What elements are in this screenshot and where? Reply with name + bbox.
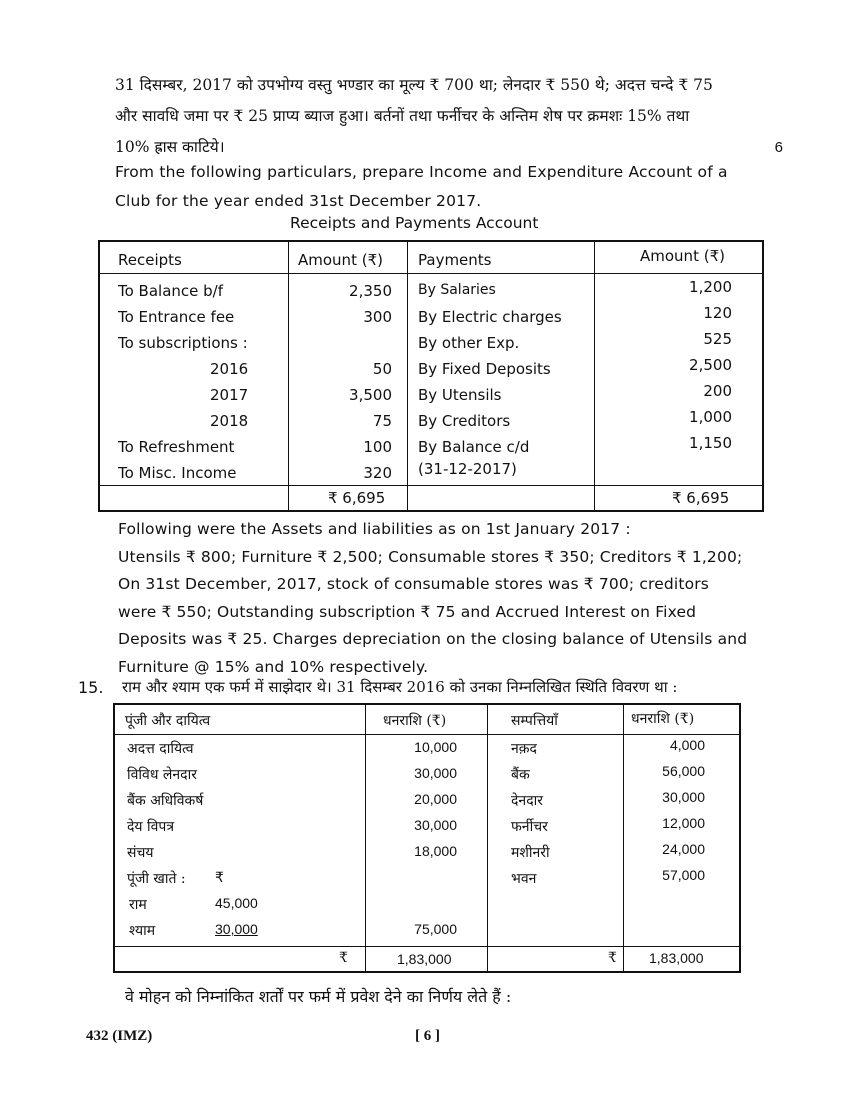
receipt-amount: 300: [363, 308, 392, 326]
asset-label: देनदार: [511, 793, 543, 809]
english-line: were ₹ 550; Outstanding subscription ₹ 75 and Accrued Interest on Fixed: [118, 602, 697, 621]
asset-amount: 12,000: [662, 815, 705, 831]
liability-label: अदत्त दायित्व: [127, 741, 194, 757]
table-row: [100, 460, 762, 490]
header-amount: धनराशि (₹): [631, 711, 695, 727]
rp-account-title: Receipts and Payments Account: [290, 214, 539, 232]
payment-amount: 1,150: [689, 434, 732, 452]
asset-label: भवन: [511, 871, 537, 887]
receipt-amount: 320: [363, 464, 392, 482]
table-row: [115, 869, 739, 895]
receipt-label: To Refreshment: [118, 438, 235, 456]
table-row: [100, 382, 762, 412]
total-receipts: ₹ 6,695: [328, 489, 386, 507]
liability-amount: 30,000: [414, 817, 457, 833]
asset-amount: 57,000: [662, 867, 705, 883]
closing-line: वे मोहन को निम्नांकित शर्तों पर फर्म में प्रवेश देने का निर्णय लेते हैं :: [125, 987, 512, 1006]
asset-amount: 24,000: [662, 841, 705, 857]
receipt-amount: 3,500: [349, 386, 392, 404]
marks-label: 6: [774, 139, 783, 156]
asset-label: फर्नीचर: [511, 819, 548, 835]
payment-label: By Salaries: [418, 282, 496, 298]
english-line: Following were the Assets and liabilities as on 1st January 2017 :: [118, 520, 631, 538]
payment-amount: 200: [703, 382, 732, 400]
payment-amount: 1,200: [689, 278, 732, 296]
english-line: Club for the year ended 31st December 2017.: [115, 192, 482, 210]
asset-label: बैंक: [511, 767, 530, 783]
payment-amount: 2,500: [689, 356, 732, 374]
total-assets: 1,83,000: [649, 950, 704, 966]
receipt-label: To subscriptions :: [118, 334, 248, 352]
liability-label: पूंजी खाते :: [127, 871, 186, 887]
header-divider: [115, 734, 739, 735]
table-row: [115, 791, 739, 817]
liability-label: बैंक अधिविकर्ष: [127, 793, 204, 809]
asset-label: मशीनरी: [511, 845, 550, 861]
header-divider: [100, 273, 762, 274]
liability-sub-value: 45,000: [215, 895, 258, 911]
payment-label: By Fixed Deposits: [418, 360, 551, 378]
liability-label: श्याम: [129, 923, 156, 939]
payment-amount: 1,000: [689, 408, 732, 426]
total-liabilities: 1,83,000: [397, 951, 452, 967]
english-line: Furniture @ 15% and 10% respectively.: [118, 657, 429, 676]
hindi-line: और सावधि जमा पर ₹ 25 प्राप्य ब्याज हुआ। बर्तनों तथा फर्नीचर के अन्तिम शेष पर क्रमशः 15% तथा: [115, 107, 690, 125]
liability-amount: 10,000: [414, 739, 457, 755]
header-amount: धनराशि (₹): [383, 713, 447, 729]
header-liabilities: पूंजी और दायित्व: [125, 713, 211, 729]
payment-label: By Balance c/d: [418, 438, 530, 456]
balance-sheet-table: [113, 703, 741, 973]
question-text: राम और श्याम एक फर्म में साझेदार थे। 31 दिसम्बर 2016 को उनका निम्नलिखित स्थिति विवरण था :: [122, 678, 678, 696]
liability-label: राम: [129, 897, 147, 913]
receipt-amount: 2,350: [349, 282, 392, 300]
liability-amount: 18,000: [414, 843, 457, 859]
header-payments: Payments: [418, 251, 492, 269]
payment-label: By other Exp.: [418, 334, 520, 352]
receipt-amount: 75: [372, 412, 392, 430]
liability-amount: 20,000: [414, 791, 457, 807]
hindi-line: 10% ह्रास काटिये।: [115, 138, 225, 156]
asset-amount: 56,000: [662, 763, 705, 779]
table-row: [115, 765, 739, 791]
english-line: From the following particulars, prepare Income and Expenditure Account of a: [115, 163, 728, 181]
table-row: [100, 356, 762, 386]
payment-amount: 120: [703, 304, 732, 322]
table-row: [100, 408, 762, 438]
liability-label: विविध लेनदार: [127, 767, 197, 783]
asset-amount: 30,000: [662, 789, 705, 805]
receipt-amount: 50: [372, 360, 392, 378]
liability-amount: 75,000: [414, 921, 457, 937]
receipt-label: To Entrance fee: [118, 308, 235, 326]
receipt-label: 2017: [210, 386, 249, 404]
header-amount: Amount (₹): [640, 247, 725, 265]
liability-amount: 30,000: [414, 765, 457, 781]
liability-sub-value: ₹: [215, 869, 224, 885]
liability-label: संचय: [127, 845, 154, 861]
payment-label: (31-12-2017): [418, 460, 517, 478]
payment-label: By Creditors: [418, 412, 511, 430]
total-payments: ₹ 6,695: [672, 489, 730, 507]
english-line: Deposits was ₹ 25. Charges depreciation on the closing balance of Utensils and: [118, 630, 748, 648]
table-row: [115, 739, 739, 765]
asset-amount: 4,000: [669, 737, 705, 753]
payment-amount: 525: [703, 330, 732, 348]
liability-sub-value: 30,000: [215, 921, 258, 937]
payment-label: By Electric charges: [418, 308, 562, 326]
table-row: [100, 330, 762, 360]
receipt-label: To Misc. Income: [118, 464, 237, 482]
header-amount: Amount (₹): [298, 251, 383, 269]
table-row: [100, 278, 762, 308]
table-row: [115, 921, 739, 947]
header-receipts: Receipts: [118, 251, 182, 269]
question-number: 15.: [78, 678, 104, 697]
asset-label: नक़द: [511, 741, 537, 757]
receipts-payments-table: [98, 240, 764, 512]
hindi-paragraph: [115, 70, 783, 163]
receipt-label: To Balance b/f: [118, 282, 224, 300]
english-line: Utensils ₹ 800; Furniture ₹ 2,500; Consumable stores ₹ 350; Creditors ₹ 1,200;: [118, 547, 743, 566]
currency-symbol: ₹: [339, 950, 348, 966]
english-details: [118, 516, 778, 681]
table-row: [115, 843, 739, 869]
hindi-line: 31 दिसम्बर, 2017 को उपभोग्य वस्तु भण्डार का मूल्य ₹ 700 था; लेनदार ₹ 550 थे; अदत्त चन्दे ₹ 75: [115, 76, 713, 94]
liability-label: देय विपत्र: [127, 819, 175, 835]
payment-label: By Utensils: [418, 386, 502, 404]
table-row: [115, 895, 739, 921]
page-number: [ 6 ]: [415, 1028, 440, 1044]
table-row: [115, 817, 739, 843]
receipt-label: 2016: [210, 360, 249, 378]
english-line: On 31st December, 2017, stock of consumable stores was ₹ 700; creditors: [118, 575, 709, 593]
currency-symbol: ₹: [608, 950, 617, 966]
receipt-amount: 100: [363, 438, 392, 456]
table-row: [100, 304, 762, 334]
english-intro: [115, 158, 765, 216]
paper-code: 432 (IMZ): [86, 1028, 153, 1044]
header-assets: सम्पत्तियाँ: [511, 713, 558, 729]
receipt-label: 2018: [210, 412, 249, 430]
